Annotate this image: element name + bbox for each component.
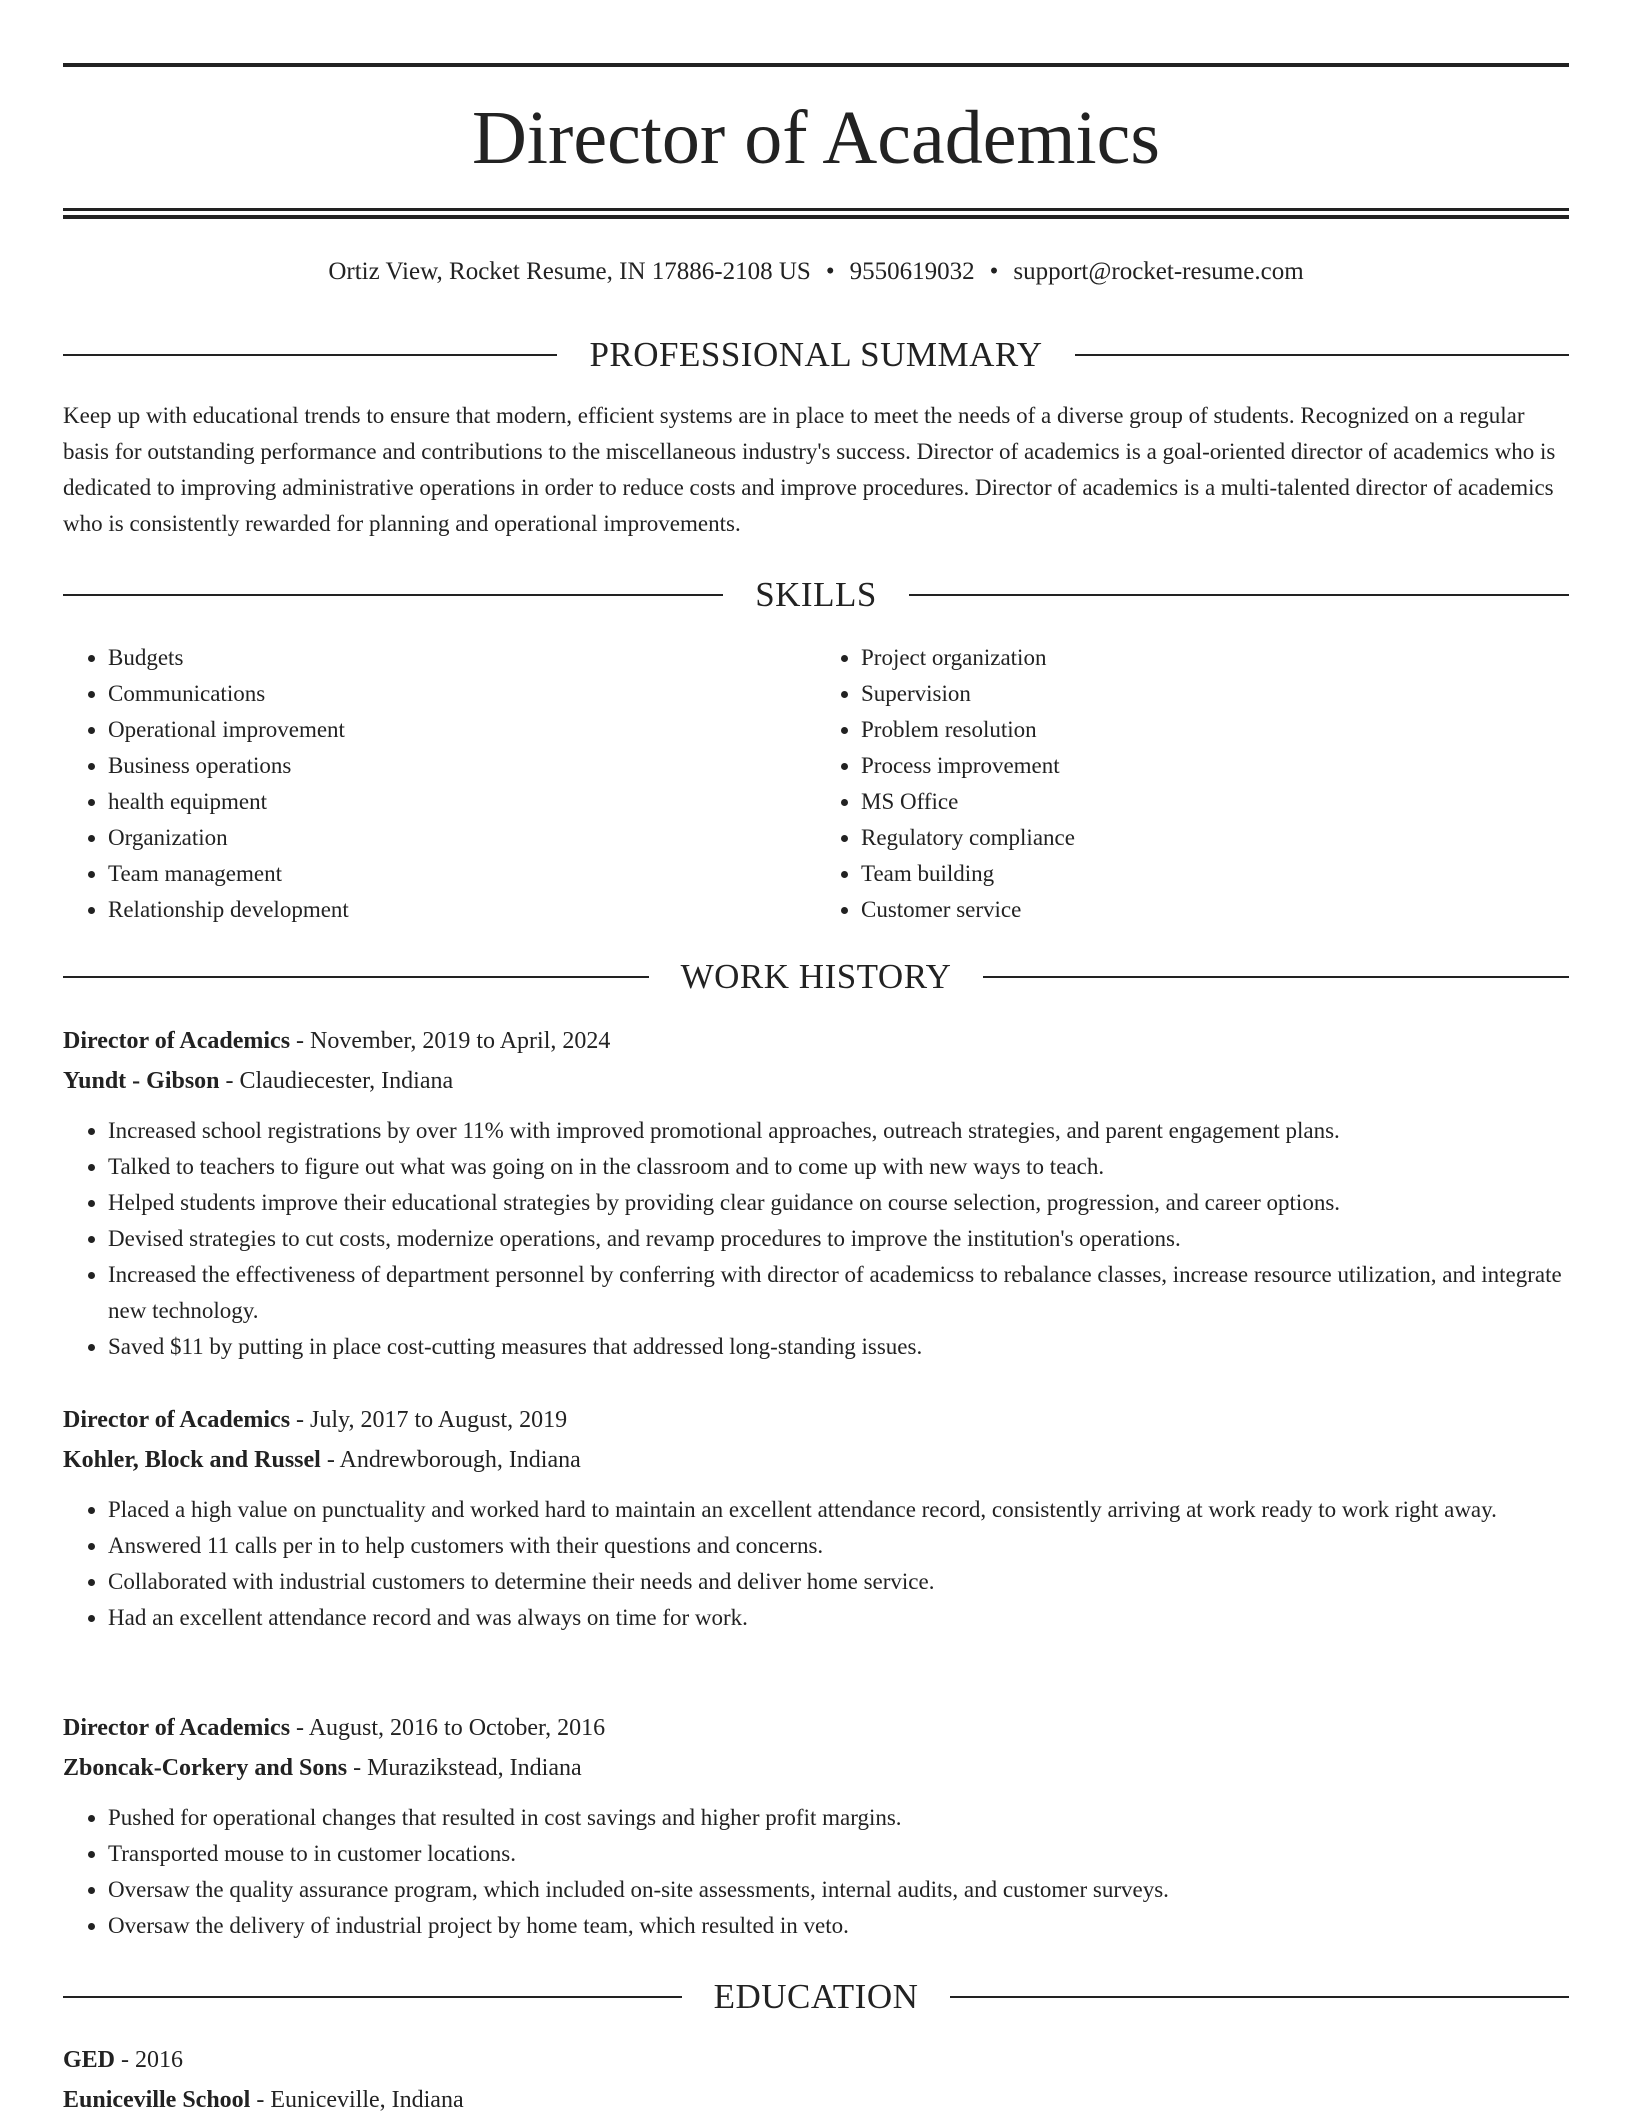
contact-line [63, 254, 1569, 290]
field-separator: - [219, 1068, 240, 1094]
skill-item: • Organization [108, 820, 816, 856]
skill-item: • Regulatory compliance [861, 820, 1569, 856]
job-bullets [63, 1800, 1569, 1944]
job-bullet: • Oversaw the delivery of industrial project by home team, which resulted in veto. [108, 1908, 1569, 1944]
job-bullet: • Collaborated with industrial customers to determine their needs and deliver home service. [108, 1564, 1569, 1600]
job-company-line [63, 1748, 1569, 1788]
job-dates: July, 2017 to August, 2019 [310, 1407, 568, 1433]
job-bullets [63, 1492, 1569, 1636]
contact-address: Ortiz View, Rocket Resume, IN 17886-2108 US [328, 258, 811, 285]
job-bullet: • Helped students improve their educational strategies by providing clear guidance on course selection, progression, and career options. [108, 1185, 1569, 1221]
job-bullet: • Saved $11 by putting in place cost-cutting measures that addressed long-standing issues. [108, 1329, 1569, 1365]
skills-column-left [63, 640, 816, 928]
job-company: Yundt - Gibson [63, 1068, 220, 1094]
job-title-line [63, 1708, 1569, 1748]
header-top-rule [63, 63, 1569, 67]
job-company-line [63, 1061, 1569, 1101]
job-title: Director of Academics [63, 1028, 291, 1054]
job-title-line [63, 1021, 1569, 1061]
job-dates: November, 2019 to April, 2024 [310, 1028, 611, 1054]
education-entry [63, 2040, 1569, 2120]
heading-rule-right [983, 976, 1569, 978]
contact-separator: • [825, 258, 835, 285]
heading-rule-right [1075, 354, 1569, 356]
heading-rule-left [63, 354, 557, 356]
header-double-rule-upper [63, 208, 1569, 211]
skill-item: • Operational improvement [108, 712, 816, 748]
job-bullet: • Increased school registrations by over 11% with improved promotional approaches, outreach strategies, and parent engagement plans. [108, 1113, 1569, 1149]
education-degree: GED [63, 2047, 116, 2073]
contact-separator: • [989, 258, 999, 285]
skill-item: • Process improvement [861, 748, 1569, 784]
job-bullet: • Talked to teachers to figure out what was going on in the classroom and to come up with new ways to teach. [108, 1149, 1569, 1185]
skill-item: • Business operations [108, 748, 816, 784]
skills-list [63, 640, 1569, 928]
job-dates: August, 2016 to October, 2016 [308, 1715, 606, 1741]
header-double-rule-lower [63, 215, 1569, 219]
job-bullet: • Had an excellent attendance record and was always on time for work. [108, 1600, 1569, 1636]
education-year: 2016 [135, 2047, 184, 2073]
job-bullet: • Devised strategies to cut costs, modernize operations, and revamp procedures to improve the institution's operations. [108, 1221, 1569, 1257]
contact-email: support@rocket-resume.com [1013, 258, 1304, 285]
job-company: Zboncak-Corkery and Sons [63, 1755, 348, 1781]
job-bullet: • Pushed for operational changes that resulted in cost savings and higher profit margins. [108, 1800, 1569, 1836]
summary-section-heading [63, 333, 1569, 377]
education-section-heading [63, 1975, 1569, 2019]
skill-item: • Customer service [861, 892, 1569, 928]
heading-rule-left [63, 594, 723, 596]
skill-item: • Communications [108, 676, 816, 712]
field-separator: - [290, 1715, 309, 1741]
skill-item: • Problem resolution [861, 712, 1569, 748]
job-company: Kohler, Block and Russel [63, 1447, 321, 1473]
skill-item: • MS Office [861, 784, 1569, 820]
skill-item: • Supervision [861, 676, 1569, 712]
job-bullet: • Transported mouse to in customer locations. [108, 1836, 1569, 1872]
job-bullet: • Oversaw the quality assurance program, which included on-site assessments, internal audits, and customer surveys. [108, 1872, 1569, 1908]
heading-rule-right [950, 1996, 1569, 1998]
heading-rule-left [63, 976, 649, 978]
skill-item: • Team management [108, 856, 816, 892]
job-bullet: • Answered 11 calls per in to help customers with their questions and concerns. [108, 1528, 1569, 1564]
summary-section-title: PROFESSIONAL SUMMARY [589, 335, 1043, 374]
job-bullets [63, 1113, 1569, 1365]
job-bullet: • Placed a high value on punctuality and worked hard to maintain an excellent attendance record, consistently arriving at work ready to work right away. [108, 1492, 1569, 1528]
resume-name: Director of Academics [472, 96, 1160, 180]
skills-section-heading [63, 573, 1569, 617]
work-section-heading [63, 955, 1569, 999]
education-section-title: EDUCATION [713, 1977, 919, 2016]
field-separator: - [290, 1407, 311, 1433]
skill-item: • Team building [861, 856, 1569, 892]
contact-phone: 9550619032 [849, 258, 975, 285]
job-company-line [63, 1440, 1569, 1480]
heading-rule-right [909, 594, 1569, 596]
job-location: Claudiecester, Indiana [239, 1068, 454, 1094]
skills-column-right [816, 640, 1569, 928]
education-school-line [63, 2080, 1569, 2120]
field-separator: - [290, 1028, 311, 1054]
skill-item: • Relationship development [108, 892, 816, 928]
job-title: Director of Academics [63, 1407, 291, 1433]
skill-item: • Budgets [108, 640, 816, 676]
work-section-title: WORK HISTORY [680, 957, 952, 996]
education-degree-line [63, 2040, 1569, 2080]
summary-text: Keep up with educational trends to ensure that modern, efficient systems are in place to meet the needs of a diverse group of students. Recognized on a regular basis for outstanding performance and contributions to the miscellaneous industry's success. Director of academics is a goal-oriented director of academics who is dedicated to improving administrative operations in order to reduce costs and improve procedures. Director of academics is a multi-talented director of academics who is consistently rewarded for planning and operational improvements. [63, 403, 1556, 536]
skill-item: • health equipment [108, 784, 816, 820]
field-separator: - [250, 2087, 271, 2113]
education-location: Euniceville, Indiana [270, 2087, 464, 2113]
skills-section-title: SKILLS [755, 575, 877, 614]
job-location: Andrewborough, Indiana [339, 1447, 581, 1473]
education-school: Euniceville School [63, 2087, 251, 2113]
skill-item: • Project organization [861, 640, 1569, 676]
field-separator: - [347, 1755, 368, 1781]
job-entry [63, 1708, 1569, 1944]
job-title-line [63, 1400, 1569, 1440]
heading-rule-left [63, 1996, 682, 1998]
job-entry [63, 1021, 1569, 1365]
job-entry [63, 1400, 1569, 1636]
job-title: Director of Academics [63, 1715, 291, 1741]
field-separator: - [115, 2047, 136, 2073]
field-separator: - [320, 1447, 340, 1473]
job-bullet: • Increased the effectiveness of department personnel by conferring with director of academicss to rebalance classes, increase resource utilization, and integrate new technology. [108, 1257, 1569, 1329]
job-location: Murazikstead, Indiana [367, 1755, 582, 1781]
